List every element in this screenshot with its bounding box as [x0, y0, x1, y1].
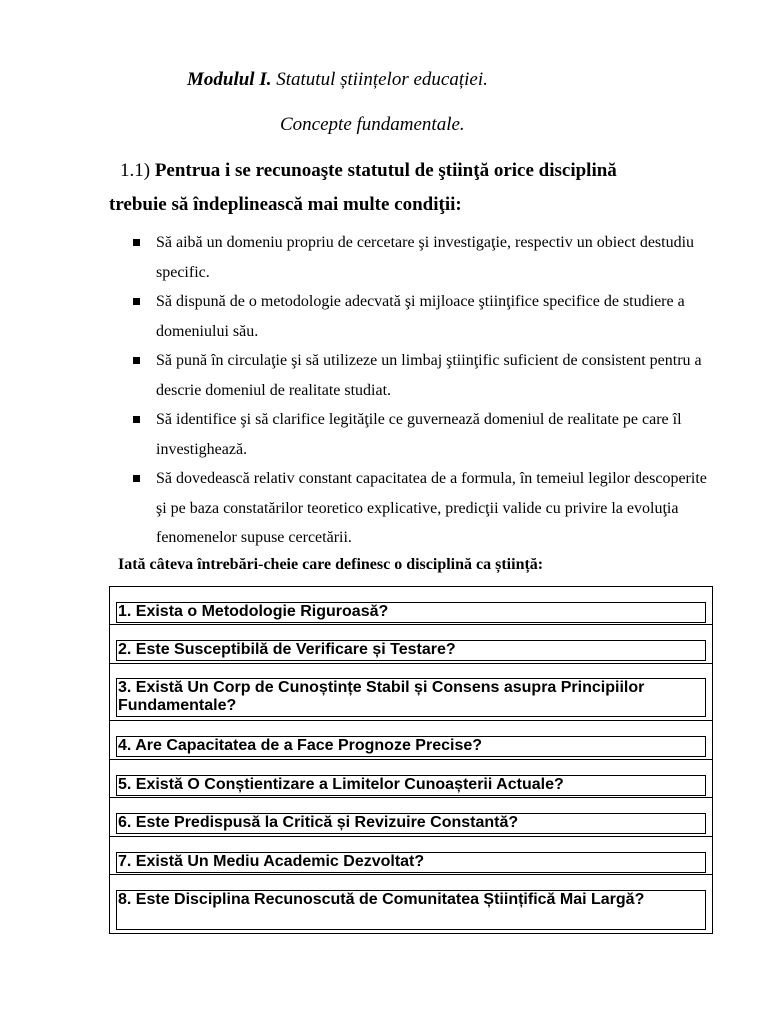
question-cell: 6. Este Predispusă la Critică și Revizuire Constantă? [116, 813, 706, 834]
condition-text: Să dispună de o metodologie adecvată şi mijloace ştiinţifice specifice de studiere a domeniului său. [156, 293, 685, 340]
module-title-text: Statutul științelor educației. [276, 69, 488, 90]
table-row [110, 664, 712, 721]
list-item [131, 228, 721, 287]
condition-text: Să pună în circulaţie şi să utilizeze un limbaj ştiinţific suficient de consistent pentru a descrie domeniul de realitate studiat. [156, 352, 702, 399]
module-label: Modulul I. [187, 69, 272, 90]
bullet-square-icon [133, 357, 140, 364]
module-title [187, 69, 488, 91]
condition-text: Să aibă un domeniu propriu de cercetare şi investigaţie, respectiv un obiect destudiu specific. [156, 234, 695, 281]
question-cell: 3. Există Un Corp de Cunoștințe Stabil și Consens asupra Principiilor Fundamentale? [116, 678, 706, 717]
page-subtitle: Concepte fundamentale. [280, 114, 465, 135]
condition-text: Să dovedească relativ constant capacitatea de a formula, în temeiul legilor descoperite şi pe baza constatărilor teoretico explicative, predicţii valide cu privire la evoluţia fenomenelor supuse cercetării. [156, 470, 707, 546]
section-number: 1.1) [120, 160, 151, 181]
section-heading [109, 154, 709, 222]
section-heading-line2: trebuie să îndeplinească mai multe condiţii: [109, 194, 462, 215]
questions-table [109, 586, 713, 934]
table-row [110, 625, 712, 664]
bullet-square-icon [133, 298, 140, 305]
list-item [131, 464, 721, 553]
bullet-square-icon [133, 416, 140, 423]
table-row [110, 875, 712, 933]
question-cell: 4. Are Capacitatea de a Face Prognoze Precise? [116, 736, 706, 757]
list-item [131, 287, 721, 346]
question-cell: 8. Este Disciplina Recunoscută de Comunitatea Științifică Mai Largă? [116, 890, 706, 930]
conditions-list [131, 228, 721, 553]
table-row [110, 587, 712, 625]
table-row [110, 721, 712, 760]
table-row [110, 798, 712, 837]
question-cell: 1. Exista o Metodologie Riguroasă? [116, 602, 706, 623]
question-cell: 5. Există O Conștientizare a Limitelor Cunoașterii Actuale? [116, 775, 706, 796]
section-heading-line1: Pentrua i se recunoaşte statutul de ştiinţă orice disciplină [154, 160, 617, 181]
condition-text: Să identifice şi să clarifice legităţile ce guvernează domeniul de realitate pe care îl investighează. [156, 411, 682, 458]
question-cell: 2. Este Susceptibilă de Verificare și Testare? [116, 640, 706, 661]
list-item [131, 405, 721, 464]
list-item [131, 346, 721, 405]
table-row [110, 837, 712, 875]
bullet-square-icon [133, 475, 140, 482]
question-cell: 7. Există Un Mediu Academic Dezvoltat? [116, 852, 706, 873]
table-row [110, 760, 712, 798]
bullet-square-icon [133, 239, 140, 246]
questions-intro: Iată câteva întrebări-cheie care definesc o disciplină ca știință: [118, 556, 544, 573]
